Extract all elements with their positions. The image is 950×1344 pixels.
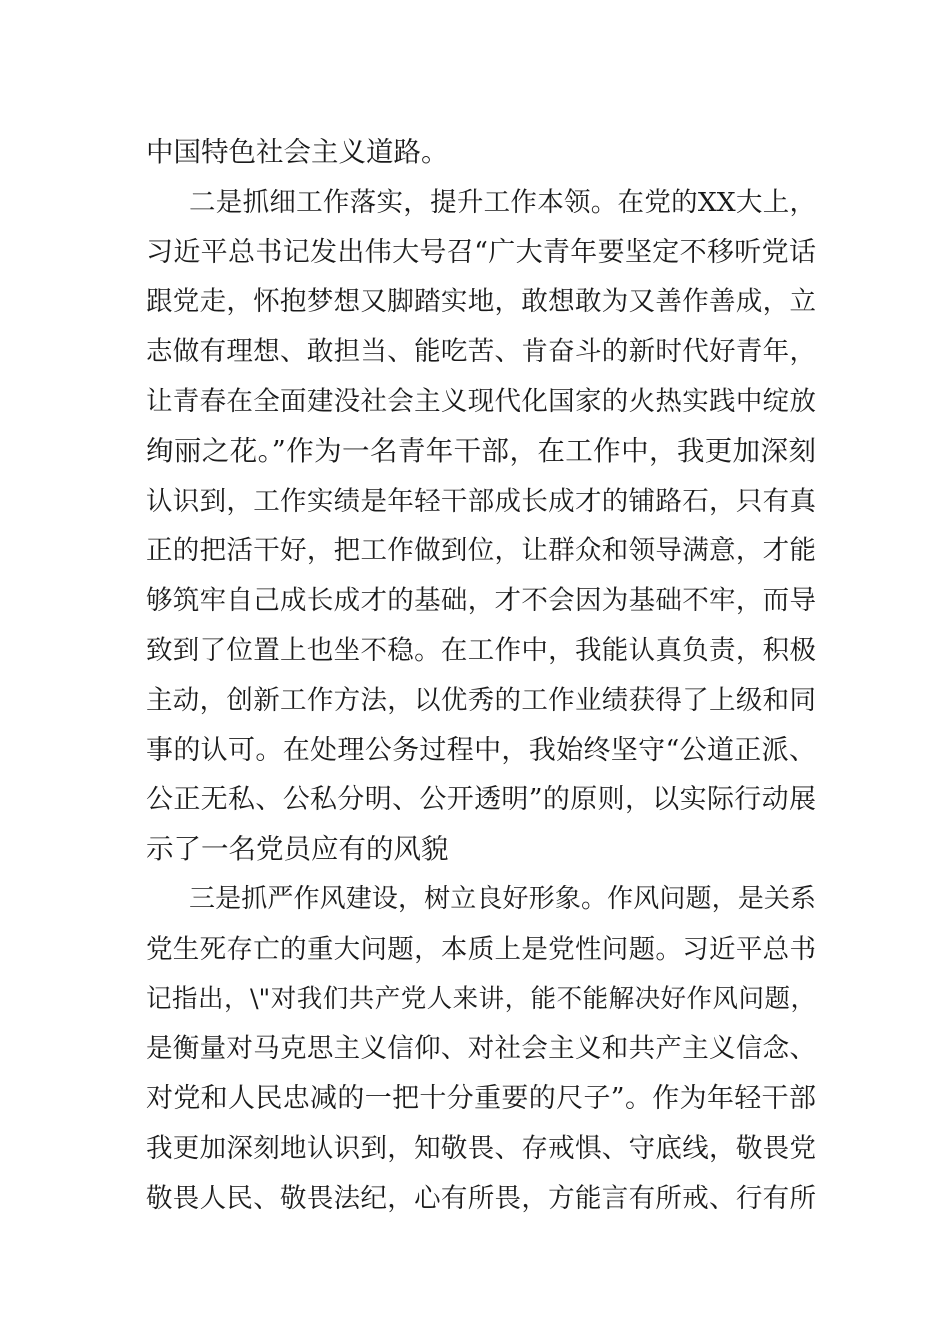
text-line: 对党和人民忠减的一把十分重要的尺子”。作为年轻干部 [146, 1083, 816, 1115]
text-line: 认识到，工作实绩是年轻干部成长成才的铺路石，只有真 [146, 485, 816, 517]
text-line: 记指出，\"对我们共产党人来讲，能不能解决好作风问题， [146, 983, 816, 1014]
text-line: 让青春在全面建没社会主义现代化国家的火热实践中绽放 [146, 385, 816, 417]
text-line: 中国特色社会主义道路。 [146, 136, 449, 168]
paragraph-line-first: 三是抓严作风建设，树立良好形象。作风问题，是关系 [189, 883, 816, 914]
text-line: 我更加深刻地认识到，知敬畏、存戒惧、守底线，敬畏党 [146, 1132, 816, 1164]
text-line: 示了一名党员应有的风貌 [146, 833, 449, 866]
text-line: 志做有理想、敢担当、能吃苦、肯奋斗的新时代好青年， [146, 336, 816, 368]
text-line: 够筑牢自己成长成才的基础，才不会因为基础不牢，而导 [146, 585, 816, 617]
text-line: 是衡量对马克思主义信仰、对社会主义和共产主义信念、 [146, 1033, 816, 1065]
text-line: 公正无私、公私分明、公开透明”的原则，以实际行动展 [146, 784, 816, 816]
document-body [146, 128, 816, 1224]
text-line: 敬畏人民、敬畏法纪，心有所畏，方能言有所戒、行有所 [146, 1182, 816, 1214]
paragraph-line-first: 二是抓细工作落实，提升工作本领。在党的XX大上， [189, 186, 816, 218]
text-line: 党生死存亡的重大问题，本质上是党性问题。习近平总书 [146, 933, 816, 965]
text-line: 绚丽之花。”作为一名青年干部，在工作中，我更加深刻 [146, 434, 816, 467]
text-line: 正的把活干好，把工作做到位，让群众和领导满意，才能 [146, 535, 816, 567]
text-line: 致到了位置上也坐不稳。在工作中，我能认真负责，积极 [146, 634, 816, 666]
text-line: 习近平总书记发出伟大号召“广大青年要坚定不移听党话 [146, 236, 816, 268]
text-line: 主动，创新工作方法，以优秀的工作业绩获得了上级和同 [146, 684, 816, 716]
text-line: 跟党走，怀抱梦想又脚踏实地，敢想敢为又善作善成，立 [146, 286, 816, 318]
text-line: 事的认可。在处理公务过程中，我始终坚守“公道正派、 [146, 734, 816, 766]
